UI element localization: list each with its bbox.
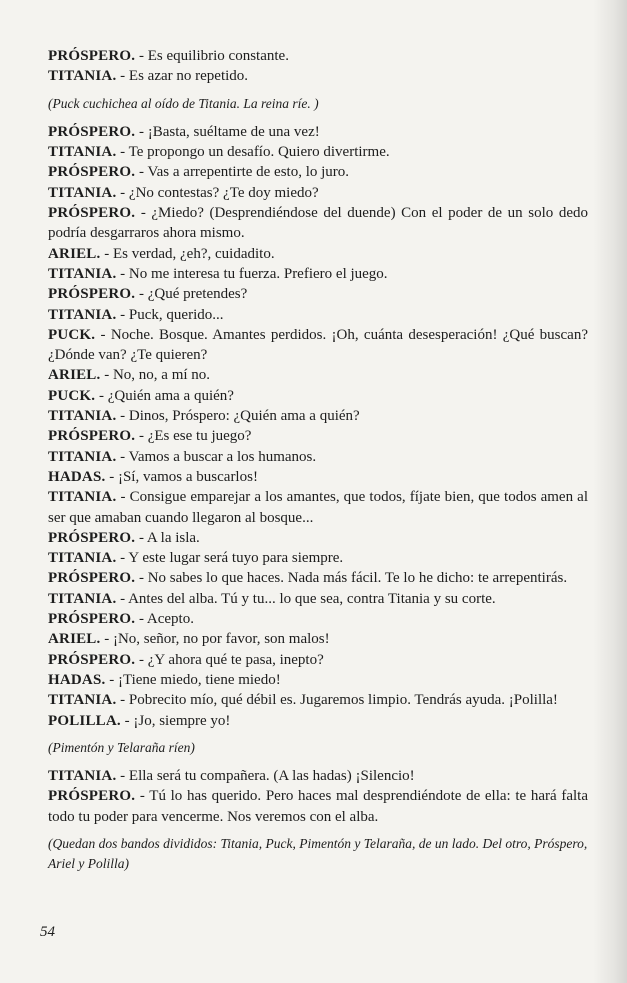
speaker-name: ARIEL. bbox=[48, 367, 101, 384]
script-text bbox=[48, 46, 588, 883]
dialogue-line bbox=[48, 467, 588, 487]
speaker-name: ARIEL. bbox=[48, 245, 101, 262]
speaker-name: POLILLA. bbox=[48, 712, 121, 729]
speaker-name: TITANIA. bbox=[48, 265, 117, 282]
dialogue-text: - ¡Basta, suéltame de una vez! bbox=[135, 123, 320, 140]
speaker-name: TITANIA. bbox=[48, 144, 117, 161]
dialogue-line bbox=[48, 650, 588, 670]
dialogue-line bbox=[48, 670, 588, 690]
dialogue-text: - ¿Miedo? (Desprendiéndose del duende) Con el poder de un solo dedo podría desgarraros ahora mismo. bbox=[48, 205, 588, 242]
dialogue-text: - Antes del alba. Tú y tu... lo que sea, contra Titania y su corte. bbox=[116, 590, 496, 607]
speaker-name: PRÓSPERO. bbox=[48, 286, 136, 303]
page-number: 54 bbox=[40, 924, 55, 940]
speaker-name: TITANIA. bbox=[48, 68, 117, 85]
speaker-name: PRÓSPERO. bbox=[48, 164, 136, 181]
speaker-name: PUCK. bbox=[48, 326, 96, 343]
speaker-name: PUCK. bbox=[48, 387, 96, 404]
dialogue-text: - ¡Sí, vamos a buscarlos! bbox=[105, 468, 258, 485]
dialogue-line bbox=[48, 66, 588, 86]
speaker-name: TITANIA. bbox=[48, 489, 117, 506]
speaker-name: PRÓSPERO. bbox=[48, 428, 136, 445]
dialogue-text: - Es azar no repetido. bbox=[116, 68, 249, 85]
dialogue-text: - ¡Tiene miedo, tiene miedo! bbox=[105, 671, 281, 688]
speaker-name: PRÓSPERO. bbox=[48, 651, 136, 668]
speaker-name: TITANIA. bbox=[48, 306, 117, 323]
dialogue-text: - Es equilibrio constante. bbox=[135, 48, 289, 64]
dialogue-line bbox=[48, 183, 588, 203]
dialogue-line bbox=[48, 305, 588, 325]
page-edge-shadow bbox=[593, 0, 627, 983]
dialogue-line bbox=[48, 365, 588, 385]
dialogue-text: - ¡No, señor, no por favor, son malos! bbox=[100, 631, 330, 648]
dialogue-line bbox=[48, 122, 588, 142]
dialogue-text: - Dinos, Próspero: ¿Quién ama a quién? bbox=[116, 408, 360, 425]
dialogue-text: - Noche. Bosque. Amantes perdidos. ¡Oh, cuánta desesperación! ¿Qué buscan? ¿Dónde van? ¿Te quieren? bbox=[48, 326, 588, 364]
dialogue-line bbox=[48, 766, 588, 786]
dialogue-line bbox=[48, 426, 588, 446]
speaker-name: PRÓSPERO. bbox=[48, 611, 136, 628]
dialogue-line bbox=[48, 690, 588, 710]
speaker-name: PRÓSPERO. bbox=[48, 570, 136, 587]
dialogue-line bbox=[48, 786, 588, 827]
speaker-name: HADAS. bbox=[48, 468, 106, 485]
speaker-name: TITANIA. bbox=[48, 184, 117, 201]
speaker-name: HADAS. bbox=[48, 671, 106, 688]
dialogue-line bbox=[48, 162, 588, 182]
dialogue-line bbox=[48, 528, 588, 548]
speaker-name: PRÓSPERO. bbox=[48, 123, 136, 140]
dialogue-line bbox=[48, 46, 588, 66]
speaker-name: TITANIA. bbox=[48, 550, 117, 567]
speaker-name: PRÓSPERO. bbox=[48, 48, 136, 64]
speaker-name: TITANIA. bbox=[48, 408, 117, 425]
dialogue-text: - Acepto. bbox=[135, 611, 194, 628]
dialogue-text: - A la isla. bbox=[135, 529, 200, 546]
speaker-name: TITANIA. bbox=[48, 590, 117, 607]
dialogue-line bbox=[48, 325, 588, 366]
dialogue-text: - ¿Es ese tu juego? bbox=[135, 428, 252, 445]
dialogue-line bbox=[48, 386, 588, 406]
stage-direction: (Puck cuchichea al oído de Titania. La reina ríe. ) bbox=[48, 95, 319, 111]
dialogue-text: - ¿No contestas? ¿Te doy miedo? bbox=[116, 184, 319, 201]
dialogue-text: - Te propongo un desafío. Quiero divertirme. bbox=[116, 144, 390, 161]
stage-direction: (Pimentón y Telaraña ríen) bbox=[48, 739, 195, 755]
dialogue-line bbox=[48, 406, 588, 426]
speaker-name: ARIEL. bbox=[48, 631, 101, 648]
dialogue-text: - ¡Jo, siempre yo! bbox=[120, 712, 231, 729]
dialogue-line bbox=[48, 264, 588, 284]
speaker-name: TITANIA. bbox=[48, 768, 117, 785]
dialogue-text: - Puck, querido... bbox=[116, 306, 224, 323]
dialogue-text: - Tú lo has querido. Pero haces mal desprendiéndote de ella: te hará falta todo tu poder para vencerme. Nos veremos con el alba. bbox=[48, 788, 588, 825]
dialogue-text: - Ella será tu compañera. (A las hadas) ¡Silencio! bbox=[116, 768, 415, 785]
dialogue-text: - Pobrecito mío, qué débil es. Jugaremos limpio. Tendrás ayuda. ¡Polilla! bbox=[116, 692, 558, 709]
speaker-name: TITANIA. bbox=[48, 692, 117, 709]
stage-direction: (Quedan dos bandos divididos: Titania, Puck, Pimentón y Telaraña, de un lado. Del otro, Próspero, Ariel y Polilla) bbox=[48, 835, 588, 872]
dialogue-text: - ¿Y ahora qué te pasa, inepto? bbox=[135, 651, 324, 668]
dialogue-line bbox=[48, 568, 588, 588]
dialogue-text: - Vamos a buscar a los humanos. bbox=[116, 448, 317, 465]
speaker-name: PRÓSPERO. bbox=[48, 205, 136, 222]
dialogue-text: - Es verdad, ¿eh?, cuidadito. bbox=[100, 245, 275, 262]
dialogue-text: - Consigue emparejar a los amantes, que todos, fíjate bien, que todos amen al ser que amaban cuando llegaron al bosque... bbox=[48, 489, 588, 526]
dialogue-line bbox=[48, 447, 588, 467]
dialogue-line bbox=[48, 629, 588, 649]
dialogue-text: - ¿Quién ama a quién? bbox=[95, 387, 234, 404]
dialogue-text: - Vas a arrepentirte de esto, lo juro. bbox=[135, 164, 350, 181]
dialogue-text: - No, no, a mí no. bbox=[100, 367, 211, 384]
speaker-name: TITANIA. bbox=[48, 448, 117, 465]
dialogue-line bbox=[48, 487, 588, 528]
dialogue-text: - ¿Qué pretendes? bbox=[135, 286, 248, 303]
dialogue-line bbox=[48, 589, 588, 609]
dialogue-line bbox=[48, 244, 588, 264]
dialogue-line bbox=[48, 548, 588, 568]
dialogue-line bbox=[48, 609, 588, 629]
dialogue-text: - No me interesa tu fuerza. Prefiero el juego. bbox=[116, 265, 388, 282]
dialogue-text: - Y este lugar será tuyo para siempre. bbox=[116, 550, 344, 567]
speaker-name: PRÓSPERO. bbox=[48, 788, 136, 805]
dialogue-line bbox=[48, 711, 588, 731]
dialogue-line bbox=[48, 142, 588, 162]
dialogue-line bbox=[48, 284, 588, 304]
speaker-name: PRÓSPERO. bbox=[48, 529, 136, 546]
dialogue-line bbox=[48, 203, 588, 244]
dialogue-text: - No sabes lo que haces. Nada más fácil. Te lo he dicho: te arrepentirás. bbox=[135, 570, 568, 587]
